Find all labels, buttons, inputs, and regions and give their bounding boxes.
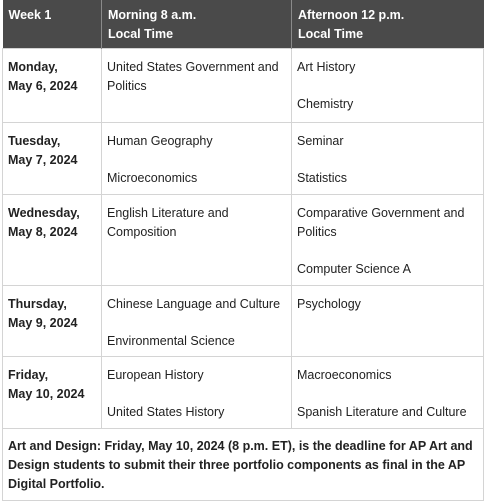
footnote-cell [3,428,484,500]
day-cell [3,194,102,285]
day-date: May 7, 2024 [8,152,78,167]
exam-name: Statistics [297,170,348,185]
header-afternoon [292,0,484,48]
day-name: Tuesday, [8,133,61,148]
header-week [3,0,102,48]
header-morning [102,0,292,48]
day-cell [3,48,102,122]
footnote-row [3,428,484,500]
header-morning-time: Morning 8 a.m. [108,8,197,22]
day-date: May 6, 2024 [8,78,78,93]
table-body [3,48,484,500]
footnote-text: Art and Design: Friday, May 10, 2024 (8 p.m. ET), is the deadline for AP Art and Design students to submit their three portfolio components as final in the AP Digital Portfolio. [8,438,473,491]
afternoon-cell [292,122,484,194]
exam-name: United States History [107,404,225,419]
exam-name: European History [107,367,204,382]
header-afternoon-time: Afternoon 12 p.m. [298,8,405,22]
header-afternoon-zone: Local Time [298,27,364,41]
table-row [3,122,484,194]
header-row [3,0,484,48]
day-date: May 9, 2024 [8,315,78,330]
exam-name: Microeconomics [107,170,198,185]
exam-name: Comparative Government and Politics [297,205,465,239]
afternoon-cell [292,194,484,285]
day-name: Monday, [8,59,58,74]
day-cell [3,285,102,356]
morning-cell [102,122,292,194]
exam-name: Psychology [297,296,361,311]
table-header [3,0,484,48]
exam-name: Environmental Science [107,333,235,348]
exam-schedule-table [2,0,484,501]
exam-name: English Literature and Composition [107,205,229,239]
table-row [3,356,484,428]
exam-name: Spanish Literature and Culture [297,404,467,419]
morning-cell [102,356,292,428]
table-row [3,194,484,285]
exam-name: Chemistry [297,96,354,111]
header-week-label: Week 1 [8,8,52,22]
morning-cell [102,48,292,122]
exam-name: United States Government and Politics [107,59,279,93]
exam-name: Computer Science A [297,261,411,276]
day-name: Wednesday, [8,205,80,220]
exam-name: Human Geography [107,133,213,148]
day-cell [3,122,102,194]
day-name: Thursday, [8,296,67,311]
day-name: Friday, [8,367,49,382]
header-morning-zone: Local Time [108,27,174,41]
table-row [3,48,484,122]
afternoon-cell [292,356,484,428]
exam-name: Seminar [297,133,344,148]
morning-cell [102,194,292,285]
exam-name: Chinese Language and Culture [107,296,281,311]
afternoon-cell [292,48,484,122]
exam-name: Art History [297,59,356,74]
morning-cell [102,285,292,356]
afternoon-cell [292,285,484,356]
table-row [3,285,484,356]
exam-name: Macroeconomics [297,367,392,382]
day-cell [3,356,102,428]
day-date: May 10, 2024 [8,386,85,401]
day-date: May 8, 2024 [8,224,78,239]
